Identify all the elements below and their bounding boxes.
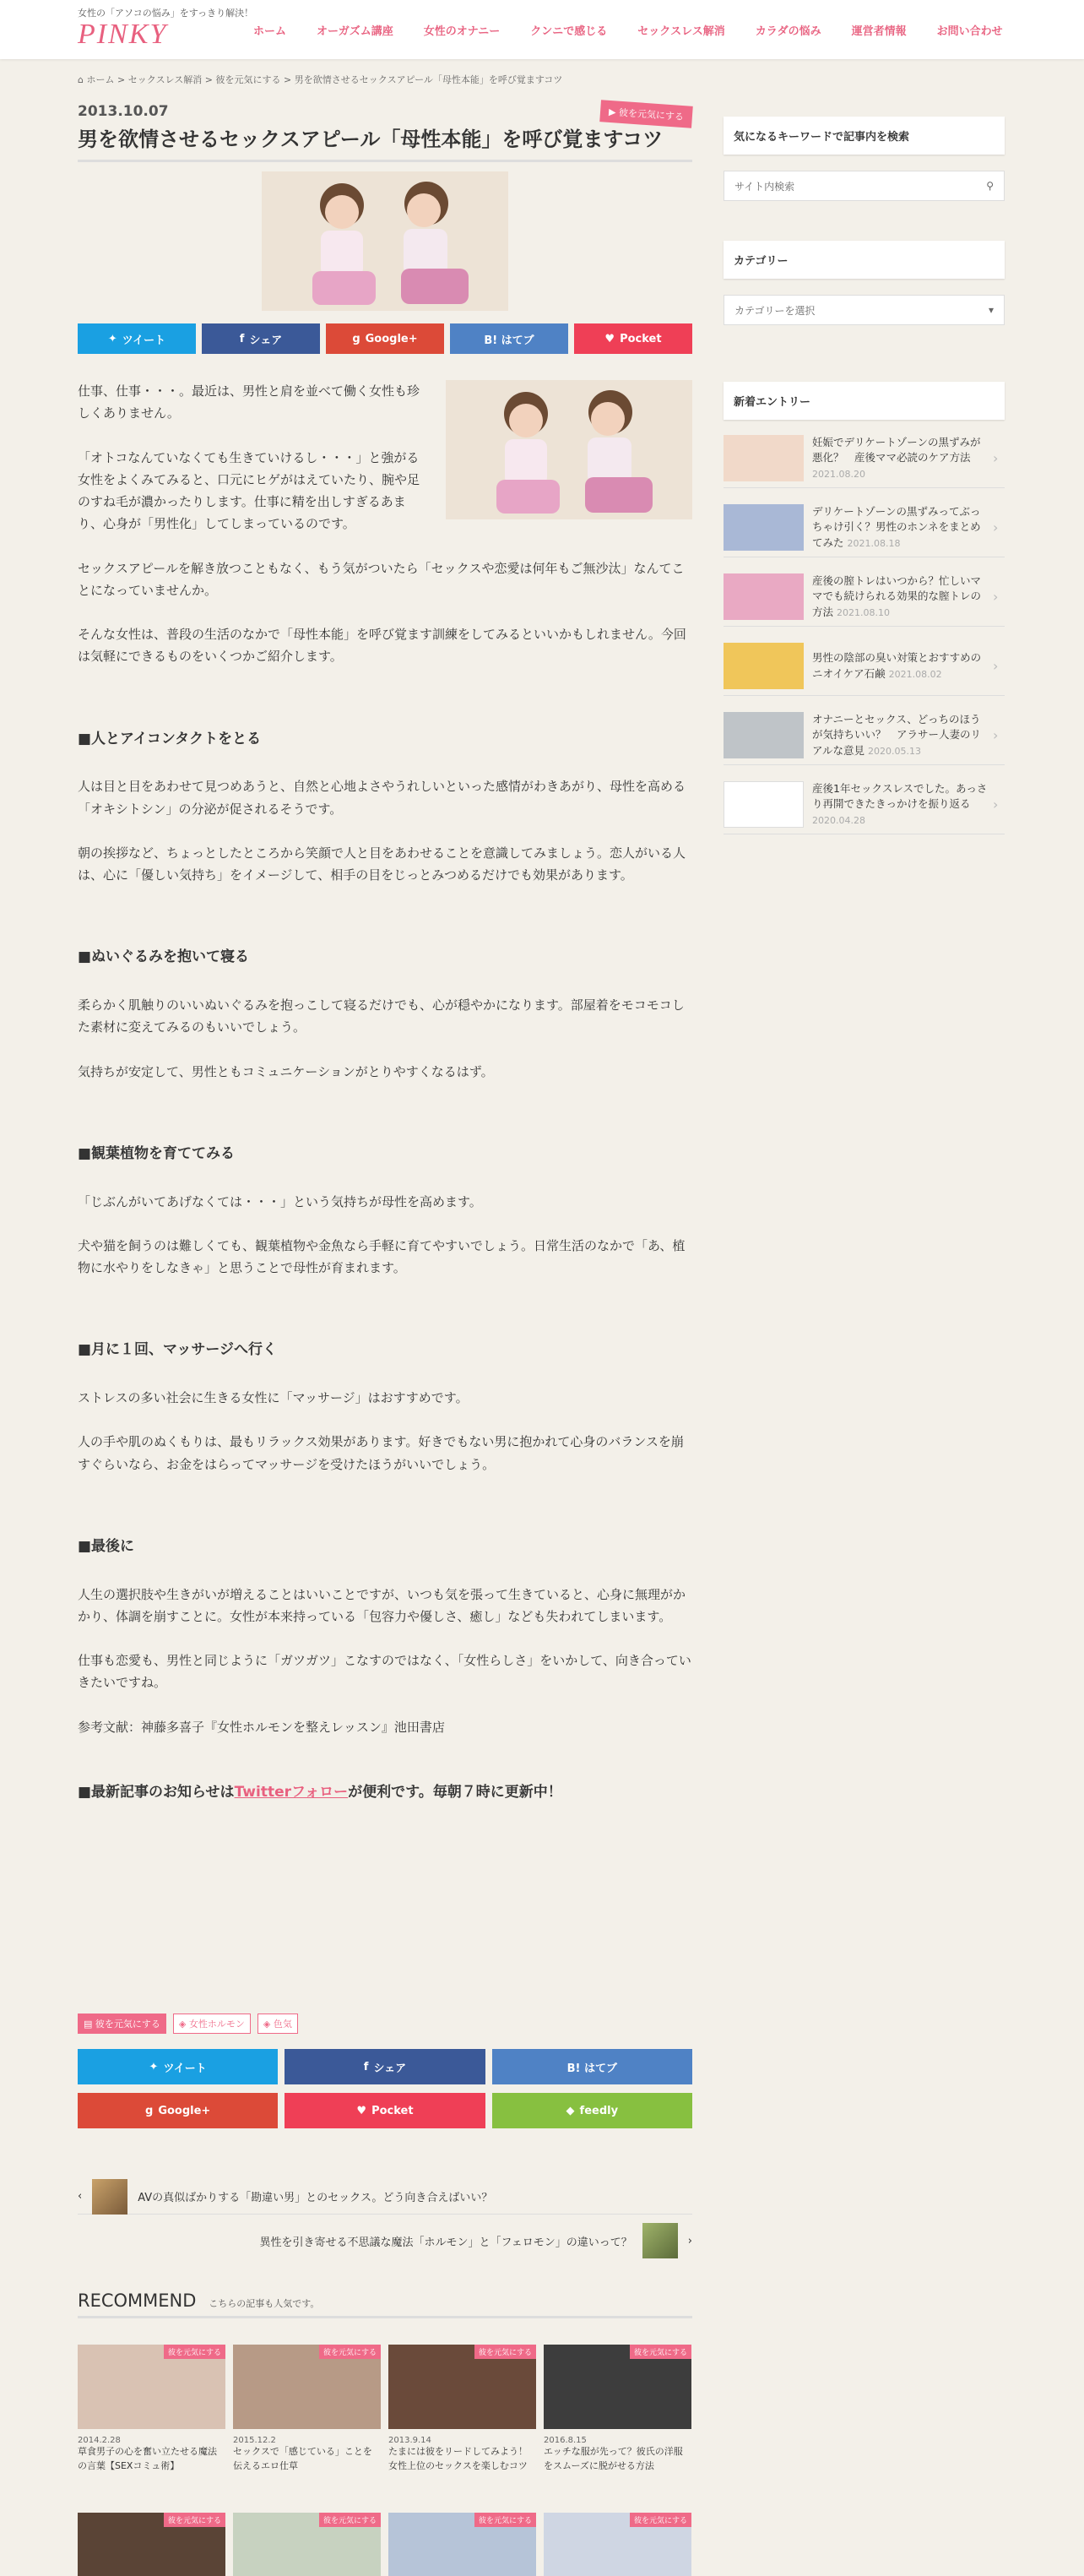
recommend-thumb (544, 2345, 691, 2429)
category-select[interactable] (724, 295, 1005, 325)
recommend-card[interactable] (544, 2345, 691, 2510)
twitter-follow-link[interactable]: Twitterフォロー (234, 1783, 349, 1801)
paragraph: ストレスの多い社会に生きる女性に「マッサージ」はおすすめです。 (78, 1390, 469, 1405)
entry-thumb (724, 504, 804, 551)
tag-label: 色気 (273, 2019, 292, 2030)
twitter-icon: ✦ (149, 2060, 159, 2073)
entries-widget-title (724, 382, 1005, 432)
hatena-label: B! はてブ (484, 334, 534, 347)
reference: 参考文献：神藤多喜子『女性ホルモンを整えレッスン』池田書店 (78, 1719, 445, 1735)
chevron-right-icon: › (993, 519, 999, 535)
recommend-date: 2013.9.14 (388, 2436, 431, 2445)
entry-item[interactable] (724, 568, 1005, 627)
paragraph: 仕事、仕事・・・。最近は、男性と肩を並べて働く女性も珍しくありません。 (78, 383, 420, 421)
recommend-thumb (233, 2345, 381, 2429)
tag-label: 彼を元気にする (95, 2019, 160, 2030)
recommend-title-text: たまには彼をリードしてみよう！女性上位のセックスを楽しむコツ (388, 2446, 528, 2471)
recommend-title: RECOMMEND (78, 2291, 197, 2311)
feedly-icon: ◆ (566, 2104, 575, 2117)
follow-note (78, 1780, 692, 1806)
post-date: 2013.10.07 (78, 103, 169, 120)
tweet-label: ツイート (163, 2062, 207, 2075)
google-plus-icon: g (145, 2104, 154, 2117)
entries-widget-heading: 新着エントリー (724, 382, 1005, 420)
entry-date: 2020.05.13 (868, 745, 921, 757)
section-heading: ■観葉植物を育ててみる (78, 1144, 236, 1162)
feedly-button[interactable] (492, 2093, 692, 2128)
post-body (78, 380, 692, 1829)
entry-thumb (724, 781, 804, 828)
entry-thumb (724, 573, 804, 620)
google-plus-icon: g (352, 332, 360, 345)
next-post-link[interactable] (78, 2223, 692, 2258)
recommend-thumb (388, 2345, 536, 2429)
paragraph: 「オトコなんていなくても生きていけるし・・・」と強がる女性をよくみてみると、口元にヒゲがはえていたり、腕や足のすね毛が濃かったりします。仕事に精を出しすぎるあまり、心身が「男性化」してしまっているのです。 (78, 449, 420, 532)
section-heading: ■人とアイコンタクトをとる (78, 730, 262, 747)
recommend-date: 2015.12.2 (233, 2436, 276, 2445)
post-title: 男を欲情させるセックスアピール「母性本能」を呼び覚ますコツ (78, 127, 692, 162)
pocket-button[interactable] (285, 2093, 485, 2128)
recommend-title-text: エッチな服が先って？彼氏の洋服をスムーズに脱がせる方法 (544, 2446, 683, 2471)
pocket-button[interactable] (574, 323, 692, 354)
hatena-label: B! はてブ (566, 2062, 617, 2075)
recommend-subtitle: こちらの記事も人気です。 (209, 2298, 320, 2309)
pocket-label: Pocket (620, 332, 662, 345)
recommend-date: 2014.2.28 (78, 2436, 121, 2445)
eyecatch-image (262, 171, 508, 311)
entry-item[interactable] (724, 498, 1005, 557)
recommend-card[interactable] (388, 2345, 536, 2510)
share-bar-top (78, 323, 692, 354)
chevron-right-icon: › (993, 796, 999, 812)
paragraph: 「じぶんがいてあげなくては・・・」という気持ちが母性を高めます。 (78, 1193, 482, 1209)
entry-title: デリケートゾーンの黒ずみってぶっちゃけ引く？男性のホンネをまとめてみた (812, 505, 981, 549)
twitter-icon: ✦ (107, 332, 117, 345)
entry-date: 2021.08.10 (837, 606, 890, 618)
recommend-badge: 彼を元気にする (164, 2513, 225, 2527)
site-logo[interactable]: PINKY (78, 19, 168, 50)
next-post-title: 異性を引き寄せる不思議な魔法「ホルモン」と「フェロモン」の違いって？ (259, 2236, 632, 2249)
chevron-right-icon: › (993, 658, 999, 674)
recommend-badge: 彼を元気にする (474, 2513, 536, 2527)
site-tagline: 女性の「アソコの悩み」をすっきり解決！ (78, 8, 254, 19)
search-icon[interactable]: ⚲ (986, 180, 994, 192)
paragraph: 朝の挨拶など、ちょっとしたところから笑顔で人と目をあわせることを意識してみましょう。恋人がいる人は、心に「優しい気持ち」をイメージして、相手の目をじっとみつめるだけでも効果があります。 (78, 845, 686, 883)
search-input[interactable] (724, 171, 1005, 201)
share-bar-bottom (78, 2049, 692, 2128)
chevron-right-icon: › (687, 2234, 692, 2247)
global-nav (253, 22, 1033, 38)
facebook-label: シェア (249, 334, 283, 347)
category-badge[interactable] (599, 100, 693, 128)
recommend-badge: 彼を元気にする (164, 2345, 225, 2359)
follow-post: が便利です。毎朝７時に更新中！ (348, 1783, 562, 1801)
google-plus-button[interactable] (326, 323, 444, 354)
tag-list (78, 2014, 298, 2034)
crumb-sexless[interactable]: セックスレス解消 (127, 74, 203, 85)
recommend-date: 2016.8.15 (544, 2436, 587, 2445)
inline-photo (446, 380, 692, 519)
paragraph: そんな女性は、普段の生活のなかで「母性本能」を呼び覚ます訓練をしてみるといいかもしれません。今回は気軽にできるものをいくつかご紹介します。 (78, 627, 686, 665)
prev-post-title: AVの真似ばかりする「勘違い男」とのセックス。どう向き合えばいい？ (138, 2192, 493, 2204)
tweet-button[interactable] (78, 323, 196, 354)
entry-date: 2021.08.18 (847, 537, 901, 549)
recommend-title-text: セックスで「感じている」ことを伝えるエロ仕草 (233, 2446, 372, 2471)
nav-masturbation[interactable]: 女性のオナニー (423, 25, 501, 38)
entry-item[interactable] (724, 706, 1005, 765)
recommend-card[interactable] (78, 2345, 225, 2510)
paragraph: セックスアピールを解き放つこともなく、もう気がついたら「セックスや恋愛は何年もご無沙汰」なんてことになっていませんか。 (78, 560, 685, 598)
recommend-thumb[interactable] (233, 2513, 381, 2576)
recommend-title-text: 草食男子の心を奮い立たせる魔法の言葉【SEXコミュ術】 (78, 2446, 217, 2471)
inline-image (446, 380, 692, 519)
paragraph: 気持ちが安定して、男性ともコミュニケーションがとりやすくなるはず。 (78, 1063, 494, 1079)
search-widget-title (724, 117, 1005, 166)
facebook-share-button[interactable] (285, 2049, 485, 2084)
tag-item[interactable] (257, 2014, 298, 2034)
section-heading: ■最後に (78, 1537, 135, 1555)
recommend-thumb[interactable] (388, 2513, 536, 2576)
tag-label: 女性ホルモン (188, 2019, 245, 2030)
crumb-category[interactable]: 彼を元気にする (215, 74, 281, 85)
nav-orgasm[interactable]: オーガズム講座 (317, 25, 393, 38)
breadcrumb: ⌂ ホーム > セックスレス解消 > 彼を元気にする > 男を欲情させるセックスアピール「母性本能」を呼び覚ますコツ (78, 74, 563, 85)
nav-sexless[interactable]: セックスレス解消 (637, 25, 725, 38)
category-select-value: カテゴリーを選択 (734, 304, 816, 317)
pocket-label: Pocket (371, 2104, 414, 2117)
google-label: Google+ (365, 332, 418, 345)
facebook-icon: f (239, 332, 245, 345)
crumb-home[interactable]: ホーム (86, 74, 115, 85)
next-post-thumb (642, 2223, 678, 2258)
section-heading: ■ぬいぐるみを抱いて寝る (78, 948, 250, 966)
entry-item[interactable] (724, 637, 1005, 696)
entry-item[interactable] (724, 775, 1005, 834)
paragraph: 人生の選択肢や生きがいが増えることはいいことですが、いつも気を張って生きていると、心身に無理がかかり、体調を崩すことに。女性が本来持っている「包容力や優しさ、癒し」なども失われてしまいます。 (78, 1586, 686, 1624)
chevron-left-icon: ‹ (78, 2190, 83, 2203)
recommend-grid (78, 2345, 692, 2510)
chevron-right-icon: › (993, 589, 999, 605)
category-widget-heading: カテゴリー (724, 241, 1005, 279)
section-heading: ■月に１回、マッサージへ行く (78, 1341, 278, 1359)
tweet-label: ツイート (122, 334, 166, 347)
recommend-badge: 彼を元気にする (474, 2345, 536, 2359)
paragraph: 人は目と目をあわせて見つめあうと、自然と心地よさやうれしいといった感情がわきあがり、母性を高める「オキシトシン」の分泌が促されるそうです。 (78, 779, 686, 817)
tag-item[interactable] (78, 2014, 166, 2034)
entry-item[interactable] (724, 429, 1005, 488)
paragraph: 犬や猫を飼うのは難しくても、観葉植物や金魚なら手軽に育てやすいでしょう。日常生活のなかで「あ、植物に水やりをしなきゃ」と思うことで母性が育まれます。 (78, 1237, 686, 1275)
pocket-icon: ♥ (604, 332, 615, 345)
recommend-grid-2 (78, 2513, 692, 2576)
nav-body[interactable]: カラダの悩み (755, 25, 821, 38)
recommend-badge: 彼を元気にする (630, 2513, 691, 2527)
entry-thumb (724, 435, 804, 481)
category-badge-label: 彼を元気にする (618, 106, 685, 123)
recommend-thumb[interactable] (544, 2513, 691, 2576)
entry-title: 産後の膣トレはいつから？忙しいママでも続けられる効果的な膣トレの方法 (812, 574, 982, 618)
entry-title: 男性の陰部の臭い対策とおすすめのニオイケア石鹸 (812, 651, 982, 680)
home-icon: ⌂ (78, 74, 84, 85)
search-widget-heading: 気になるキーワードで記事内を検索 (724, 117, 1005, 155)
nav-cunnilingus[interactable]: クンニで感じる (530, 25, 608, 38)
tag-icon: ◈ (178, 2019, 189, 2030)
paragraph: 仕事も恋愛も、男性と同じように「ガツガツ」こなすのではなく、「女性らしさ」をいかして、向き合っていきたいですね。 (78, 1653, 691, 1691)
google-label: Google+ (158, 2104, 211, 2117)
nav-contact[interactable]: お問い合わせ (936, 25, 1003, 38)
tweet-button[interactable] (78, 2049, 278, 2084)
chevron-down-icon: ▾ (988, 304, 994, 316)
entry-date: 2021.08.20 (812, 468, 865, 480)
entry-thumb (724, 712, 804, 758)
entry-date: 2020.04.28 (812, 814, 865, 826)
recommend-badge: 彼を元気にする (319, 2345, 381, 2359)
prev-post-thumb (92, 2179, 127, 2215)
hatena-button[interactable] (450, 323, 568, 354)
entry-date: 2021.08.02 (888, 668, 942, 680)
facebook-icon: f (363, 2060, 369, 2073)
recommend-card[interactable] (233, 2345, 381, 2510)
facebook-share-button[interactable] (202, 323, 320, 354)
recommend-thumb (78, 2345, 225, 2429)
chevron-right-icon: › (993, 727, 999, 743)
nav-about[interactable]: 運営者情報 (851, 25, 907, 38)
tag-icon: ◈ (263, 2019, 274, 2030)
follow-pre: ■最新記事のお知らせは (78, 1783, 235, 1801)
pocket-icon: ♥ (356, 2104, 367, 2117)
crumb-current: 男を欲情させるセックスアピール「母性本能」を呼び覚ますコツ (294, 74, 563, 85)
entry-title: オナニーとセックス、どっちのほうが気持ちいい？ アラサー人妻のリアルな意見 (812, 713, 982, 757)
recommend-badge: 彼を元気にする (630, 2345, 691, 2359)
recommend-thumb[interactable] (78, 2513, 225, 2576)
tag-item[interactable] (173, 2014, 251, 2034)
entry-thumb (724, 643, 804, 689)
chevron-right-icon: › (993, 450, 999, 466)
recommend-badge: 彼を元気にする (319, 2513, 381, 2527)
feedly-label: feedly (579, 2104, 619, 2117)
google-plus-button[interactable] (78, 2093, 278, 2128)
eyecatch-photo (262, 171, 508, 311)
recommend-heading (78, 2291, 692, 2318)
facebook-label: シェア (373, 2062, 407, 2075)
nav-home[interactable]: ホーム (253, 25, 287, 38)
category-widget-title (724, 241, 1005, 291)
paragraph: 人の手や肌のぬくもりは、最もリラックス効果があります。好きでもない男に抱かれて心身のバランスを崩すぐらいなら、お金をはらってマッサージを受けたほうがいいでしょう。 (78, 1434, 684, 1472)
folder-icon: ▤ (84, 2019, 95, 2030)
paragraph: 柔らかく肌触りのいいぬいぐるみを抱っこして寝るだけでも、心が穏やかになります。部屋着をモコモコした素材に変えてみるのもいいでしょう。 (78, 997, 685, 1035)
prev-post-link[interactable] (78, 2179, 692, 2215)
entry-title: 妊娠でデリケートゾーンの黒ずみが悪化？ 産後ママ必読のケア方法 (812, 436, 981, 465)
hatena-button[interactable] (492, 2049, 692, 2084)
site-header (0, 0, 1084, 59)
folder-icon: ▶ (608, 106, 620, 118)
entry-title: 産後1年セックスレスでした。あっさり再開できたきっかけを振り返る (812, 782, 988, 811)
search-placeholder: サイト内検索 (734, 180, 795, 193)
